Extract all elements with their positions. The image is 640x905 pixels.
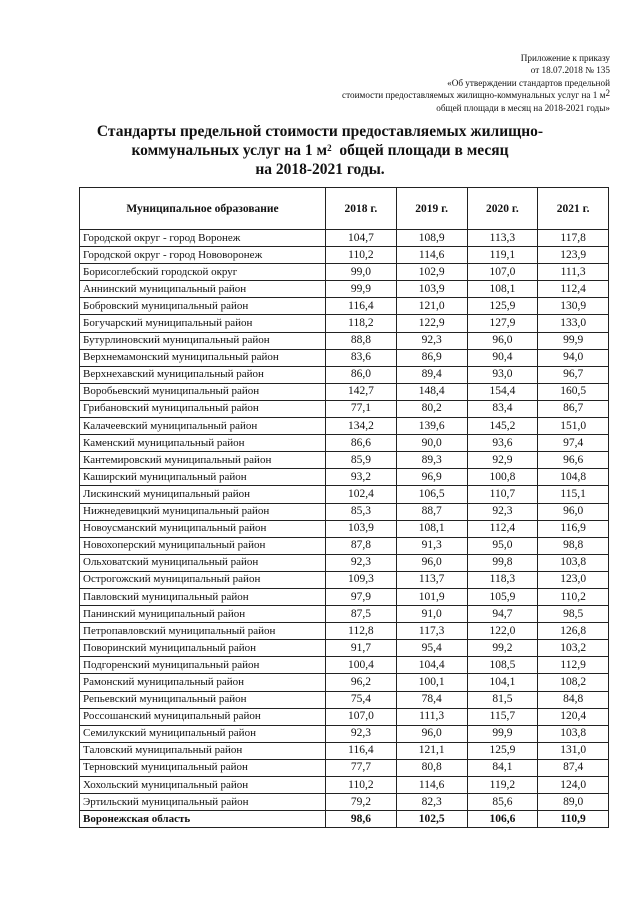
value-cell: 160,5 (538, 383, 609, 400)
municipality-cell: Петропавловский муниципальный район (80, 623, 326, 640)
municipality-cell: Городской округ - город Воронеж (80, 230, 326, 247)
value-cell: 95,0 (467, 537, 538, 554)
annex-line-4 (290, 89, 610, 101)
table-row (80, 759, 609, 776)
value-cell: 111,3 (396, 708, 467, 725)
table-row (80, 674, 609, 691)
value-cell: 87,8 (326, 537, 397, 554)
annex-sup: 2 (605, 88, 610, 99)
value-cell: 83,4 (467, 400, 538, 417)
table-row (80, 264, 609, 281)
table-row (80, 469, 609, 486)
municipality-cell: Ольховатский муниципальный район (80, 554, 326, 571)
value-cell: 151,0 (538, 418, 609, 435)
value-cell: 92,3 (326, 725, 397, 742)
municipality-cell: Воронежская область (80, 811, 326, 828)
table-row (80, 281, 609, 298)
municipality-cell: Павловский муниципальный район (80, 588, 326, 605)
table-row (80, 349, 609, 366)
value-cell: 97,9 (326, 588, 397, 605)
title-line-2b: общей площади в месяц (331, 142, 509, 159)
value-cell: 119,2 (467, 777, 538, 794)
value-cell: 114,6 (396, 777, 467, 794)
municipality-cell: Калачеевский муниципальный район (80, 418, 326, 435)
municipality-cell: Терновский муниципальный район (80, 759, 326, 776)
value-cell: 123,0 (538, 571, 609, 588)
value-cell: 119,1 (467, 247, 538, 264)
value-cell: 106,5 (396, 486, 467, 503)
value-cell: 98,5 (538, 606, 609, 623)
value-cell: 102,5 (396, 811, 467, 828)
value-cell: 85,3 (326, 503, 397, 520)
value-cell: 130,9 (538, 298, 609, 315)
table-row (80, 247, 609, 264)
value-cell: 85,9 (326, 452, 397, 469)
value-cell: 91,7 (326, 640, 397, 657)
municipality-cell: Панинский муниципальный район (80, 606, 326, 623)
table-body (80, 230, 609, 828)
value-cell: 125,9 (467, 298, 538, 315)
municipality-cell: Лискинский муниципальный район (80, 486, 326, 503)
value-cell: 103,9 (326, 520, 397, 537)
value-cell: 134,2 (326, 418, 397, 435)
annex-line-1: Приложение к приказу (520, 53, 610, 63)
value-cell: 77,7 (326, 759, 397, 776)
value-cell: 123,9 (538, 247, 609, 264)
municipality-cell: Поворинский муниципальный район (80, 640, 326, 657)
value-cell: 77,1 (326, 400, 397, 417)
value-cell: 96,0 (396, 554, 467, 571)
value-cell: 125,9 (467, 742, 538, 759)
value-cell: 111,3 (538, 264, 609, 281)
value-cell: 126,8 (538, 623, 609, 640)
table-row (80, 606, 609, 623)
annex-block (290, 52, 610, 114)
municipality-cell: Богучарский муниципальный район (80, 315, 326, 332)
value-cell: 86,6 (326, 435, 397, 452)
table-row (80, 503, 609, 520)
value-cell: 86,0 (326, 366, 397, 383)
value-cell: 89,0 (538, 794, 609, 811)
municipality-cell: Грибановский муниципальный район (80, 400, 326, 417)
title-line-3: на 2018-2021 годы. (255, 161, 385, 178)
value-cell: 107,0 (467, 264, 538, 281)
value-cell: 78,4 (396, 691, 467, 708)
municipality-cell: Бобровский муниципальный район (80, 298, 326, 315)
value-cell: 96,2 (326, 674, 397, 691)
table-row (80, 708, 609, 725)
value-cell: 105,9 (467, 588, 538, 605)
value-cell: 93,0 (467, 366, 538, 383)
table-row (80, 366, 609, 383)
value-cell: 99,8 (467, 554, 538, 571)
value-cell: 118,2 (326, 315, 397, 332)
value-cell: 114,6 (396, 247, 467, 264)
value-cell: 92,9 (467, 452, 538, 469)
value-cell: 98,8 (538, 537, 609, 554)
value-cell: 108,2 (538, 674, 609, 691)
annex-line-2: от 18.07.2018 № 135 (530, 65, 610, 76)
table-total-row (80, 811, 609, 828)
municipality-cell: Семилукский муниципальный район (80, 725, 326, 742)
value-cell: 103,2 (538, 640, 609, 657)
table-row (80, 452, 609, 469)
value-cell: 99,9 (326, 281, 397, 298)
value-cell: 116,4 (326, 742, 397, 759)
value-cell: 104,4 (396, 657, 467, 674)
value-cell: 84,1 (467, 759, 538, 776)
value-cell: 154,4 (467, 383, 538, 400)
table-row (80, 418, 609, 435)
value-cell: 112,9 (538, 657, 609, 674)
municipality-cell: Аннинский муниципальный район (80, 281, 326, 298)
value-cell: 92,3 (326, 554, 397, 571)
table-row (80, 554, 609, 571)
value-cell: 86,9 (396, 349, 467, 366)
value-cell: 96,6 (538, 452, 609, 469)
value-cell: 108,5 (467, 657, 538, 674)
value-cell: 120,4 (538, 708, 609, 725)
title-sup: 2 (327, 143, 332, 153)
header-2020: 2020 г. (467, 188, 538, 230)
value-cell: 113,3 (467, 230, 538, 247)
value-cell: 94,0 (538, 349, 609, 366)
value-cell: 117,8 (538, 230, 609, 247)
annex-line-5: общей площади в месяц на 2018-2021 годы» (436, 102, 610, 113)
table-row (80, 298, 609, 315)
value-cell: 145,2 (467, 418, 538, 435)
value-cell: 108,1 (467, 281, 538, 298)
value-cell: 104,1 (467, 674, 538, 691)
value-cell: 87,5 (326, 606, 397, 623)
municipality-cell: Таловский муниципальный район (80, 742, 326, 759)
value-cell: 127,9 (467, 315, 538, 332)
value-cell: 133,0 (538, 315, 609, 332)
value-cell: 110,7 (467, 486, 538, 503)
value-cell: 88,7 (396, 503, 467, 520)
table-row (80, 777, 609, 794)
header-2018: 2018 г. (326, 188, 397, 230)
table-row (80, 400, 609, 417)
municipality-cell: Подгоренский муниципальный район (80, 657, 326, 674)
value-cell: 90,4 (467, 349, 538, 366)
value-cell: 99,9 (467, 725, 538, 742)
value-cell: 115,1 (538, 486, 609, 503)
value-cell: 121,1 (396, 742, 467, 759)
table-row (80, 230, 609, 247)
value-cell: 92,3 (467, 503, 538, 520)
value-cell: 108,1 (396, 520, 467, 537)
value-cell: 131,0 (538, 742, 609, 759)
value-cell: 96,0 (396, 725, 467, 742)
value-cell: 118,3 (467, 571, 538, 588)
value-cell: 142,7 (326, 383, 397, 400)
table-row (80, 486, 609, 503)
value-cell: 124,0 (538, 777, 609, 794)
table-row (80, 623, 609, 640)
standards-table (79, 187, 609, 828)
value-cell: 104,7 (326, 230, 397, 247)
municipality-cell: Рамонский муниципальный район (80, 674, 326, 691)
value-cell: 117,3 (396, 623, 467, 640)
value-cell: 107,0 (326, 708, 397, 725)
value-cell: 116,9 (538, 520, 609, 537)
value-cell: 88,8 (326, 332, 397, 349)
value-cell: 122,9 (396, 315, 467, 332)
value-cell: 103,8 (538, 554, 609, 571)
value-cell: 148,4 (396, 383, 467, 400)
municipality-cell: Верхнемамонский муниципальный район (80, 349, 326, 366)
table-row (80, 588, 609, 605)
table-row (80, 332, 609, 349)
municipality-cell: Россошанский муниципальный район (80, 708, 326, 725)
value-cell: 113,7 (396, 571, 467, 588)
value-cell: 110,2 (326, 777, 397, 794)
value-cell: 98,6 (326, 811, 397, 828)
value-cell: 81,5 (467, 691, 538, 708)
value-cell: 80,8 (396, 759, 467, 776)
municipality-cell: Нижнедевицкий муниципальный район (80, 503, 326, 520)
value-cell: 85,6 (467, 794, 538, 811)
header-2019: 2019 г. (396, 188, 467, 230)
municipality-cell: Острогожский муниципальный район (80, 571, 326, 588)
municipality-cell: Хохольский муниципальный район (80, 777, 326, 794)
value-cell: 112,4 (467, 520, 538, 537)
table-row (80, 691, 609, 708)
value-cell: 94,7 (467, 606, 538, 623)
value-cell: 100,4 (326, 657, 397, 674)
annex-line-4-text: стоимости предоставляемых жилищно-коммунальных услуг на 1 м (342, 90, 606, 101)
value-cell: 116,4 (326, 298, 397, 315)
municipality-cell: Бутурлиновский муниципальный район (80, 332, 326, 349)
value-cell: 91,3 (396, 537, 467, 554)
value-cell: 75,4 (326, 691, 397, 708)
title-line-1: Стандарты предельной стоимости предоставляемых жилищно- (96, 123, 544, 140)
value-cell: 97,4 (538, 435, 609, 452)
table-row (80, 640, 609, 657)
municipality-cell: Репьевский муниципальный район (80, 691, 326, 708)
value-cell: 99,0 (326, 264, 397, 281)
value-cell: 108,9 (396, 230, 467, 247)
value-cell: 87,4 (538, 759, 609, 776)
value-cell: 93,6 (467, 435, 538, 452)
value-cell: 109,3 (326, 571, 397, 588)
table-row (80, 794, 609, 811)
page-title (90, 122, 550, 179)
table-row (80, 520, 609, 537)
value-cell: 96,0 (538, 503, 609, 520)
value-cell: 110,2 (538, 588, 609, 605)
value-cell: 96,0 (467, 332, 538, 349)
value-cell: 79,2 (326, 794, 397, 811)
value-cell: 139,6 (396, 418, 467, 435)
value-cell: 110,9 (538, 811, 609, 828)
value-cell: 83,6 (326, 349, 397, 366)
table-row (80, 571, 609, 588)
municipality-cell: Каменский муниципальный район (80, 435, 326, 452)
title-line-2 (90, 141, 550, 160)
value-cell: 95,4 (396, 640, 467, 657)
value-cell: 102,9 (396, 264, 467, 281)
table-row (80, 537, 609, 554)
table-row (80, 742, 609, 759)
value-cell: 99,9 (538, 332, 609, 349)
municipality-cell: Каширский муниципальный район (80, 469, 326, 486)
municipality-cell: Кантемировский муниципальный район (80, 452, 326, 469)
municipality-cell: Новоусманский муниципальный район (80, 520, 326, 537)
value-cell: 93,2 (326, 469, 397, 486)
value-cell: 86,7 (538, 400, 609, 417)
value-cell: 92,3 (396, 332, 467, 349)
value-cell: 96,9 (396, 469, 467, 486)
value-cell: 82,3 (396, 794, 467, 811)
value-cell: 89,4 (396, 366, 467, 383)
table-row (80, 657, 609, 674)
table-row (80, 315, 609, 332)
header-municipality: Муниципальное образование (80, 188, 326, 230)
annex-line-3: «Об утверждении стандартов предельной (447, 77, 610, 88)
value-cell: 91,0 (396, 606, 467, 623)
header-2021: 2021 г. (538, 188, 609, 230)
table-header-row (80, 188, 609, 230)
value-cell: 103,8 (538, 725, 609, 742)
table-row (80, 725, 609, 742)
municipality-cell: Городской округ - город Нововоронеж (80, 247, 326, 264)
municipality-cell: Верхнехавский муниципальный район (80, 366, 326, 383)
value-cell: 103,9 (396, 281, 467, 298)
municipality-cell: Борисоглебский городской округ (80, 264, 326, 281)
value-cell: 100,1 (396, 674, 467, 691)
value-cell: 89,3 (396, 452, 467, 469)
value-cell: 112,8 (326, 623, 397, 640)
table-row (80, 383, 609, 400)
value-cell: 106,6 (467, 811, 538, 828)
municipality-cell: Новохоперский муниципальный район (80, 537, 326, 554)
value-cell: 90,0 (396, 435, 467, 452)
value-cell: 96,7 (538, 366, 609, 383)
value-cell: 101,9 (396, 588, 467, 605)
title-line-2a: коммунальных услуг на 1 м (131, 142, 328, 159)
value-cell: 112,4 (538, 281, 609, 298)
value-cell: 110,2 (326, 247, 397, 264)
value-cell: 100,8 (467, 469, 538, 486)
value-cell: 115,7 (467, 708, 538, 725)
value-cell: 84,8 (538, 691, 609, 708)
table-row (80, 435, 609, 452)
value-cell: 80,2 (396, 400, 467, 417)
value-cell: 121,0 (396, 298, 467, 315)
value-cell: 104,8 (538, 469, 609, 486)
value-cell: 102,4 (326, 486, 397, 503)
municipality-cell: Эртильский муниципальный район (80, 794, 326, 811)
value-cell: 122,0 (467, 623, 538, 640)
value-cell: 99,2 (467, 640, 538, 657)
municipality-cell: Воробьевский муниципальный район (80, 383, 326, 400)
